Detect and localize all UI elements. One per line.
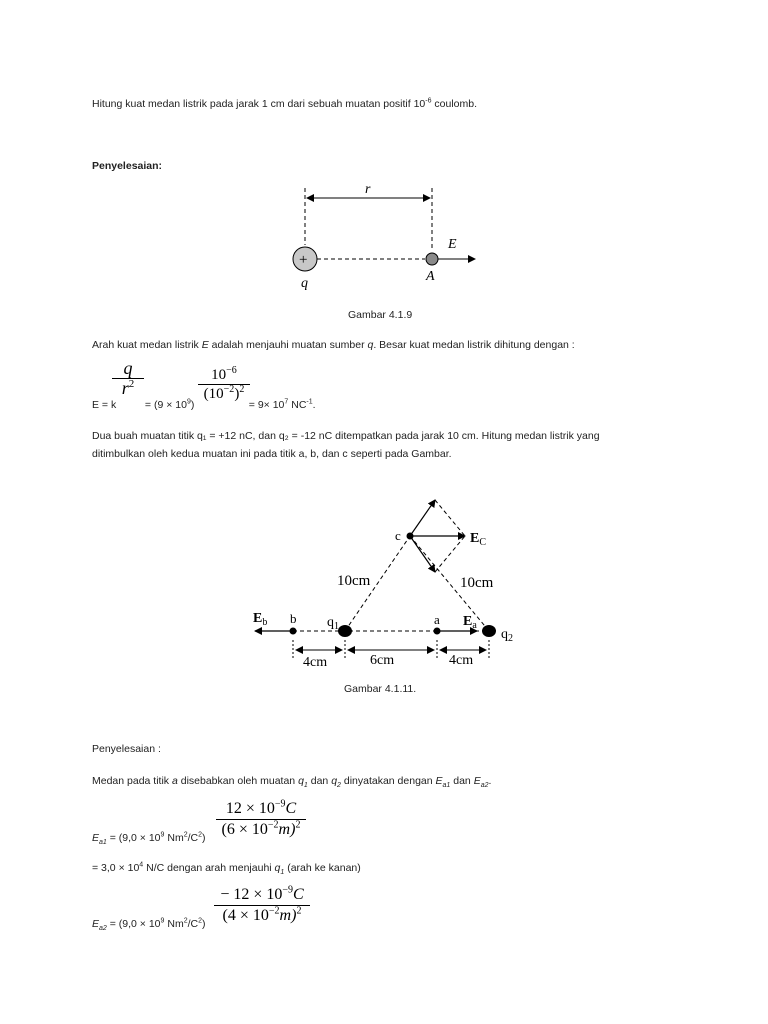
label-q1-main: q [327, 615, 334, 630]
formula-lhs: E [92, 918, 100, 930]
label-10cm-right: 10cm [460, 575, 494, 591]
formula-lhs-subscript: a1 [99, 839, 107, 847]
solution-part: . [488, 775, 492, 787]
result-part: = 3,0 × 10 [92, 862, 140, 874]
fraction-numerator [214, 886, 310, 904]
label-4cm-right: 4cm [449, 653, 474, 668]
parallelogram-top [435, 500, 465, 536]
denominator-exponent: 2 [128, 378, 135, 390]
result-part: N/C dengan arah menjauhi [143, 862, 275, 874]
fraction-ea2 [214, 886, 310, 925]
problem-1-text-after: coulomb. [431, 98, 478, 110]
solution-part: dan [450, 775, 474, 787]
label-eb-sub: b [262, 617, 268, 628]
formula-rhs-unit-exponent: 2 [183, 917, 188, 925]
solution-part: dinyatakan dengan [340, 775, 436, 787]
explanation-part: Arah kuat medan listrik [92, 339, 202, 351]
problem-2-line-2: ditimbulkan oleh kedua muatan ini pada titik a, b, dan c seperti pada Gambar. [92, 448, 452, 460]
result-ea1 [92, 861, 361, 877]
explanation-symbol-e: E [201, 339, 209, 351]
formula-lhs: E [92, 832, 100, 844]
label-r: r [365, 182, 371, 197]
numerator-exponent: −9 [282, 884, 293, 896]
label-eb-main: E [253, 611, 263, 626]
numerator-unit: C [285, 800, 297, 817]
point-a [434, 628, 441, 635]
solution-symbol: E [435, 775, 443, 787]
formula-rhs: = (9,0 × 10 [106, 832, 161, 844]
label-A: A [426, 269, 435, 284]
denominator-base: (6 × 10 [221, 821, 268, 838]
formula-rhs-unit-end: /C [187, 832, 199, 844]
label-q2 [501, 627, 513, 644]
label-b: b [290, 611, 297, 626]
denominator-exponent-2: 2 [296, 905, 302, 917]
formula-mid: = (9 × 10 [142, 399, 187, 411]
formula-rhs-exponent: 7 [284, 398, 289, 406]
denominator-exponent: −2 [223, 384, 235, 395]
formula-mid-close: ) [190, 399, 195, 411]
point-b [290, 628, 297, 635]
formula-rhs: = 9× 10 [245, 399, 285, 411]
formula-rhs-unit-end: /C [187, 918, 199, 930]
figure-1-caption: Gambar 4.1.9 [348, 309, 413, 321]
denominator-close: ) [234, 386, 240, 402]
denominator-r: r [121, 378, 129, 398]
formula-rhs-exponent: 9 [160, 917, 165, 925]
solution-subscript: a2 [480, 782, 489, 790]
formula-rhs-unit-exponent-2: 2 [198, 917, 202, 925]
figure-2-caption: Gambar 4.1.11. [344, 683, 417, 695]
label-ec-sub: C [479, 537, 487, 548]
solution-heading-1: Penyelesaian: [92, 160, 163, 172]
explanation-part: . Besar kuat medan listrik dihitung dengan : [373, 339, 575, 351]
explanation-part: adalah menjauhi muatan sumber [208, 339, 368, 351]
formula-ea2-line [92, 917, 206, 933]
fraction-value [198, 367, 250, 402]
formula-rhs-unit: NC [288, 399, 307, 411]
label-eb [253, 611, 267, 628]
numerator-exponent: −9 [274, 798, 286, 810]
point-c [407, 533, 414, 540]
point-a-circle [426, 253, 438, 265]
solution-part: dan [307, 775, 332, 787]
label-q2-sub: 2 [508, 633, 513, 644]
formula-rhs-unit-exponent: -1 [306, 398, 313, 406]
formula-rhs-close: ) [202, 832, 206, 844]
numerator-unit: C [293, 886, 304, 903]
vector-c-up [410, 500, 435, 536]
formula-rhs-close: ) [202, 918, 206, 930]
formula-end: . [312, 399, 316, 411]
problem-2-text [92, 427, 678, 463]
formula-1-line [92, 399, 316, 411]
label-q2-main: q [501, 627, 508, 642]
formula-rhs-exponent: 9 [160, 831, 165, 839]
label-4cm-left: 4cm [303, 655, 328, 670]
numerator-base: 12 × 10 [225, 800, 275, 817]
denominator-unit: m) [278, 821, 296, 838]
denominator-exponent-2: 2 [239, 384, 245, 395]
figure-4-1-11 [245, 490, 530, 675]
label-c: c [395, 528, 401, 543]
formula-rhs-unit-exponent: 2 [183, 831, 188, 839]
result-subscript: 1 [280, 869, 285, 877]
solution-symbol: E [473, 775, 481, 787]
numerator-exponent: −6 [226, 365, 237, 376]
solution-symbol: q [298, 775, 304, 787]
label-q: q [301, 276, 308, 291]
label-q1-sub: 1 [334, 621, 339, 632]
problem-1-text [92, 98, 477, 110]
charge-q2 [482, 625, 496, 637]
fraction-denominator [112, 380, 144, 397]
result-exponent: 4 [139, 861, 144, 869]
solution-part: disebabkan oleh muatan [177, 775, 299, 787]
vector-c-down [410, 536, 435, 572]
formula-lhs: E = k [92, 399, 117, 411]
formula-lhs-subscript: a2 [99, 925, 107, 933]
label-ea-sub: a [472, 620, 477, 631]
label-ea [463, 614, 477, 631]
problem-2-line-1: Dua buah muatan titik q₁ = +12 nC, dan q₂ = -12 nC ditempatkan pada jarak 10 cm. Hitung medan listrik yang [92, 430, 600, 442]
parallelogram-bottom [435, 536, 465, 572]
label-E: E [448, 237, 457, 252]
figure-4-1-9 [285, 180, 505, 295]
label-ea-main: E [463, 614, 473, 629]
formula-mid-exponent: 9 [186, 398, 191, 406]
label-6cm: 6cm [370, 653, 395, 668]
solution-symbol: q [331, 775, 338, 787]
fraction-ea1 [216, 800, 306, 839]
denominator-unit: m) [279, 907, 297, 924]
fraction-bar [216, 819, 306, 820]
denominator-base: (10 [203, 386, 224, 402]
explanation-symbol-q: q [367, 339, 374, 351]
problem-1-exponent: -6 [425, 97, 432, 105]
denominator-exponent: −2 [268, 905, 280, 917]
label-ec-main: E [470, 531, 480, 546]
fraction-q-over-r2 [112, 360, 144, 397]
numerator-base: 10 [211, 367, 227, 383]
result-part: (arah ke kanan) [284, 862, 361, 874]
solution-subscript: 1 [303, 782, 308, 790]
denominator-exponent: −2 [267, 819, 279, 831]
solution-text [92, 775, 492, 790]
solution-part: Medan pada titik [92, 775, 172, 787]
solution-subscript: a1 [442, 782, 451, 790]
solution-subscript: 2 [337, 782, 341, 790]
charge-q1 [338, 625, 352, 637]
solution-heading-2: Penyelesaian : [92, 743, 161, 755]
formula-rhs-unit-exponent-2: 2 [198, 831, 202, 839]
formula-rhs: = (9,0 × 10 [106, 918, 161, 930]
denominator-exponent-2: 2 [295, 819, 301, 831]
label-10cm-left: 10cm [337, 573, 371, 589]
label-a: a [434, 612, 440, 627]
fraction-numerator [216, 800, 306, 818]
plus-sign: + [299, 252, 308, 268]
fraction-numerator: q [123, 358, 133, 378]
fraction-denominator [214, 907, 310, 925]
formula-rhs-unit: Nm [164, 918, 184, 930]
label-q1 [327, 615, 339, 632]
fraction-denominator [216, 821, 306, 839]
numerator-base: − 12 × 10 [220, 886, 283, 903]
result-symbol: q [274, 862, 281, 874]
formula-rhs-unit: Nm [164, 832, 184, 844]
fraction-numerator [198, 367, 250, 383]
explanation-text [92, 339, 575, 351]
solution-symbol: a [171, 775, 178, 787]
formula-ea1-line [92, 831, 206, 847]
denominator-base: (4 × 10 [222, 907, 269, 924]
problem-1-text-before: Hitung kuat medan listrik pada jarak 1 cm dari sebuah muatan positif 10 [92, 98, 426, 110]
label-ec [470, 531, 486, 548]
